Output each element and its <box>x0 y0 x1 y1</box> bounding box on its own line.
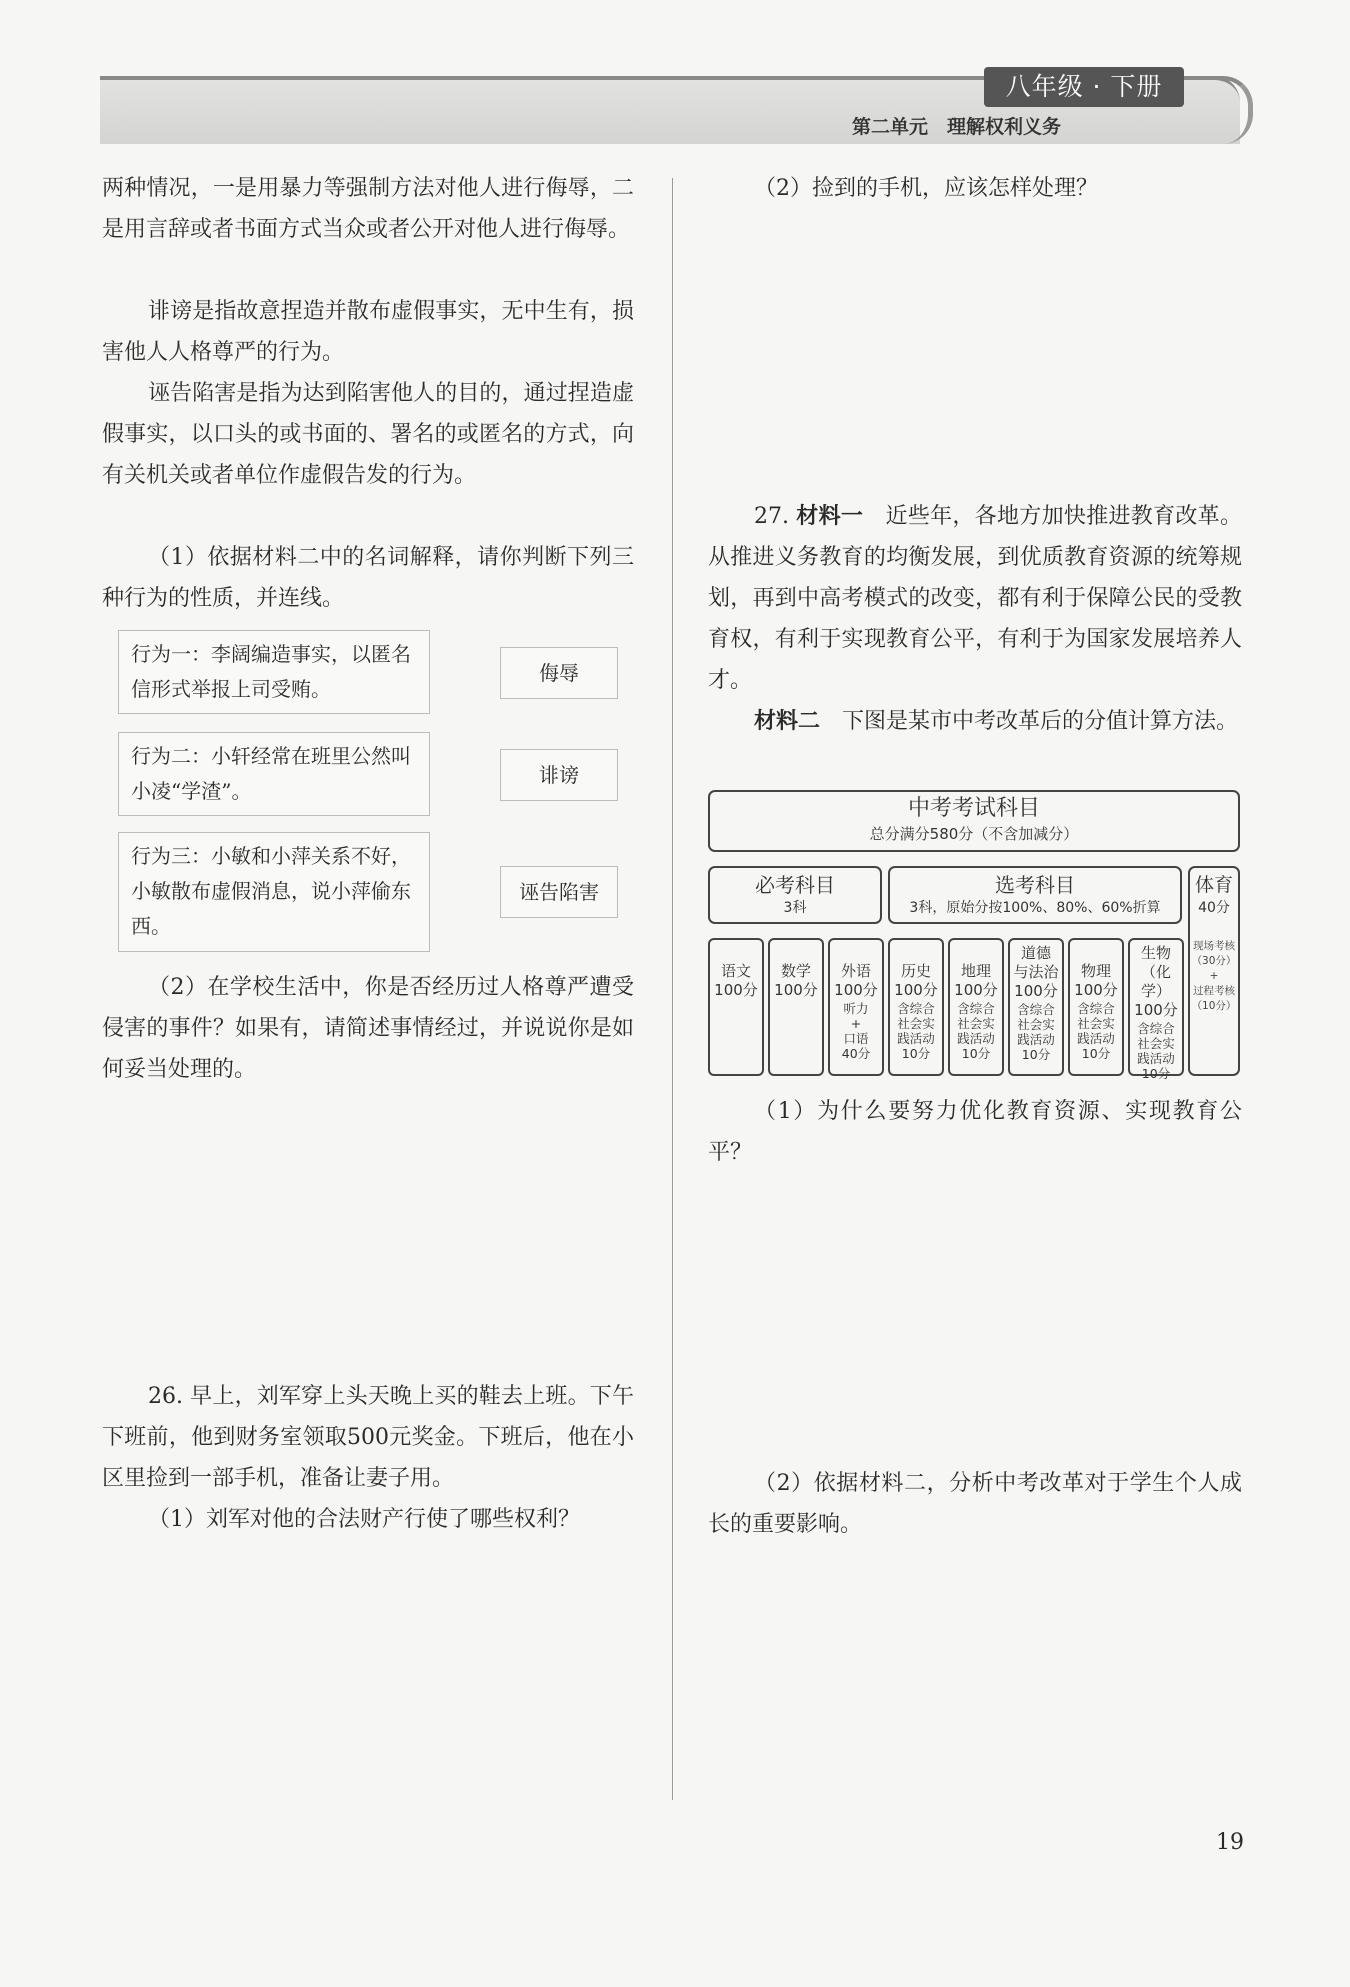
subject-score: 100分 <box>834 981 878 999</box>
tag-slander[interactable]: 诽谤 <box>500 749 618 801</box>
unit-title: 第二单元 理解权利义务 <box>852 116 1062 138</box>
elective-sub: 3科，原始分按100%、80%、60%折算 <box>909 900 1161 916</box>
material-1-text: 近些年，各地方加快推进教育改革。从推进义务教育的均衡发展，到优质教育资源的统筹规划，再到中高考模式的改变，都有利于保障公民的受教育权，有利于实现教育公平，有利于为国家发展培养人才。 <box>708 504 1242 693</box>
question-27-2: （2）依据材料二，分析中考改革对于学生个人成长的重要影响。 <box>708 1471 1242 1537</box>
subject-note: 含综合 社会实 践活动 10分 <box>957 1001 995 1061</box>
subject-name: 外语 <box>840 962 871 980</box>
pe-breakdown <box>1190 939 1238 1014</box>
question-26-1: （1）刘军对他的合法财产行使了哪些权利？ <box>148 1507 580 1532</box>
subject-score: 100分 <box>1074 981 1118 999</box>
pe-item: 现场考核 <box>1193 940 1235 952</box>
subject-name: 历史 <box>900 962 931 980</box>
required-sub: 3科 <box>783 900 807 916</box>
left-para-slander: 诽谤是指故意捏造并散布虚假事实，无中生有，损害他人人格尊严的行为。 <box>102 299 634 365</box>
subject-note: 含综合 社会实 践活动 10分 <box>1137 1021 1175 1081</box>
subject-score: 100分 <box>894 981 938 999</box>
pe-title: 体育 <box>1194 874 1233 896</box>
subject-score: 100分 <box>714 981 758 999</box>
subject-score: 100分 <box>1134 1001 1178 1019</box>
pe-item: 过程考核 <box>1193 985 1235 997</box>
question-27-material-2 <box>708 701 1242 742</box>
subject-score: 100分 <box>1014 982 1058 1000</box>
question-number: 27. <box>754 504 789 529</box>
behavior-box-2: 行为二：小轩经常在班里公然叫小凌“学渣”。 <box>118 732 430 816</box>
pe-item: + <box>1209 970 1219 982</box>
material-2-label: 材料二 <box>754 708 821 734</box>
subject-box <box>1128 938 1184 1081</box>
pe-item: （30分） <box>1191 955 1237 967</box>
required-subjects-box <box>708 866 882 924</box>
subject-box <box>1008 938 1064 1076</box>
question-27-material-1 <box>708 496 1242 701</box>
behavior-box-1: 行为一：李阔编造事实，以匿名信形式举报上司受贿。 <box>118 630 430 714</box>
required-title: 必考科目 <box>755 873 835 897</box>
behavior-box-3: 行为三：小敏和小萍关系不好，小敏散布虚假消息，说小萍偷东西。 <box>118 832 430 952</box>
grade-tab: 八年级 · 下册 <box>984 67 1184 107</box>
subject-box <box>1068 938 1124 1076</box>
column-divider <box>672 178 673 1800</box>
subject-name: 生物 （化学） <box>1140 944 1171 1000</box>
subject-score: 100分 <box>774 981 818 999</box>
question-25-1: （1）依据材料二中的名词解释，请你判断下列三种行为的性质，并连线。 <box>102 545 634 611</box>
tag-insult[interactable]: 侮辱 <box>500 647 618 699</box>
elective-title: 选考科目 <box>995 873 1075 897</box>
question-25-2: （2）在学校生活中，你是否经历过人格尊严遭受侵害的事件？如果有，请简述事情经过，并说说你是如何妥当处理的。 <box>102 975 634 1082</box>
left-para-insult: 两种情况，一是用暴力等强制方法对他人进行侮辱，二是用言辞或者书面方式当众或者公开对他人进行侮辱。 <box>102 176 634 242</box>
subject-name: 道德 与法治 <box>1013 944 1059 981</box>
page-number: 19 <box>1216 1830 1244 1855</box>
subject-name: 物理 <box>1080 962 1111 980</box>
subject-note: 含综合 社会实 践活动 10分 <box>1017 1002 1055 1062</box>
subject-note: 含综合 社会实 践活动 10分 <box>1077 1001 1115 1061</box>
question-26-2: （2）捡到的手机，应该怎样处理？ <box>754 176 1098 201</box>
tag-false-accusation[interactable]: 诬告陷害 <box>500 866 618 918</box>
subject-note: 含综合 社会实 践活动 10分 <box>897 1001 935 1061</box>
subject-note: 听力 + 口语 40分 <box>841 1001 871 1061</box>
material-1-label: 材料一 <box>796 503 864 529</box>
subject-box <box>948 938 1004 1076</box>
pe-box <box>1188 866 1240 1076</box>
subject-score: 100分 <box>954 981 998 999</box>
subject-name: 数学 <box>780 962 811 980</box>
question-27-1: （1）为什么要努力优化教育资源、实现教育公平？ <box>708 1099 1242 1165</box>
subject-box <box>888 938 944 1076</box>
subject-name: 地理 <box>960 962 991 980</box>
left-para-false-accusation: 诬告陷害是指为达到陷害他人的目的，通过捏造虚假事实，以口头的或书面的、署名的或匿名的方式，向有关机关或者单位作虚假告发的行为。 <box>102 381 634 488</box>
elective-subjects-box <box>888 866 1182 924</box>
subject-name: 语文 <box>720 962 751 980</box>
material-2-text: 下图是某市中考改革后的分值计算方法。 <box>842 709 1239 734</box>
question-26: 26. 早上，刘军穿上头天晚上买的鞋去上班。下午下班前，他到财务室领取500元奖金。下班后，他在小区里捡到一部手机，准备让妻子用。 <box>102 1384 634 1491</box>
diagram-title: 中考考试科目 <box>907 796 1040 821</box>
header-corner <box>1196 76 1253 144</box>
diagram-subtitle: 总分满分580分（不含加减分） <box>869 825 1079 843</box>
pe-score: 40分 <box>1198 900 1230 916</box>
pe-item: （10分） <box>1191 1000 1237 1012</box>
diagram-exam-subjects <box>708 790 1240 852</box>
subject-box <box>768 938 824 1076</box>
subject-box <box>708 938 764 1076</box>
subject-box <box>828 938 884 1076</box>
